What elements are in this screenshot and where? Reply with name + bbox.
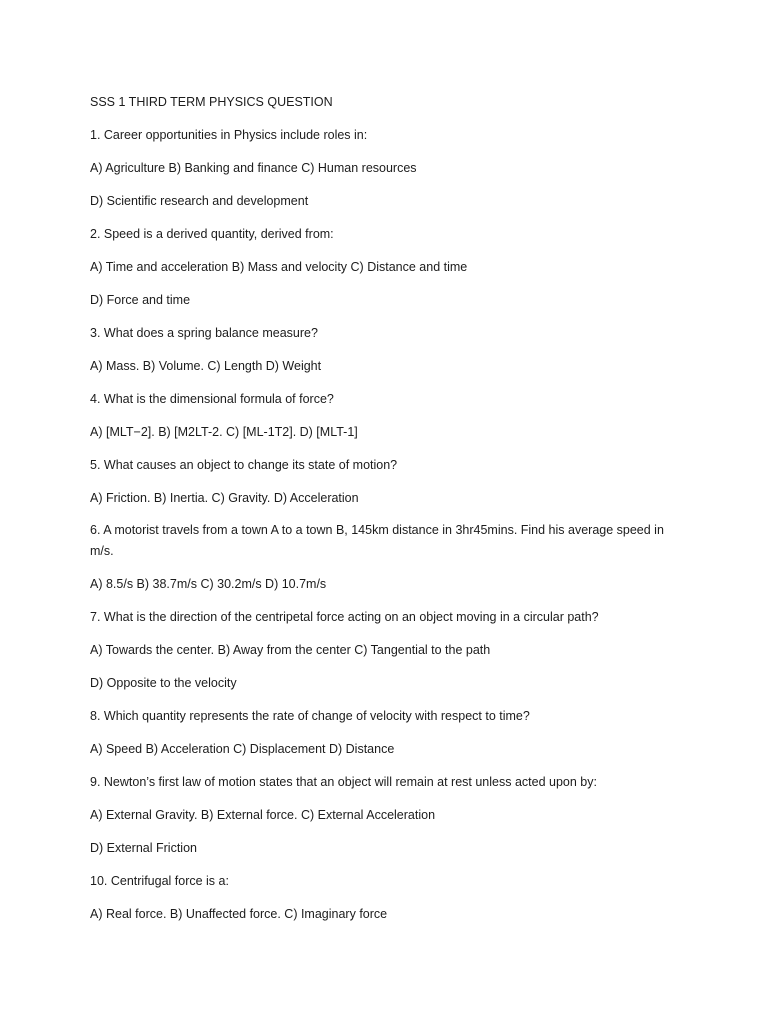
- question-1-option-d: D) Scientific research and development: [90, 194, 309, 208]
- question-2: 2. Speed is a derived quantity, derived from:: [90, 227, 334, 241]
- question-5: 5. What causes an object to change its state of motion?: [90, 458, 398, 472]
- question-5-options: A) Friction. B) Inertia. C) Gravity. D) Acceleration: [90, 491, 359, 505]
- question-3: 3. What does a spring balance measure?: [90, 326, 318, 340]
- question-9-options-a-c: A) External Gravity. B) External force. C) External Acceleration: [90, 808, 436, 822]
- question-10: 10. Centrifugal force is a:: [90, 874, 229, 888]
- question-3-options: A) Mass. B) Volume. C) Length D) Weight: [90, 359, 322, 373]
- question-7-option-d: D) Opposite to the velocity: [90, 676, 237, 690]
- question-1: 1. Career opportunities in Physics include roles in:: [90, 128, 368, 142]
- question-6-options: A) 8.5/s B) 38.7m/s C) 30.2m/s D) 10.7m/s: [90, 577, 327, 591]
- question-2-option-d: D) Force and time: [90, 293, 191, 307]
- question-1-options-a-c: A) Agriculture B) Banking and finance C) Human resources: [90, 161, 417, 175]
- question-9: 9. Newton’s first law of motion states that an object will remain at rest unless acted upon by:: [90, 775, 597, 789]
- question-7: 7. What is the direction of the centripetal force acting on an object moving in a circular path?: [90, 610, 599, 624]
- document-page: [90, 91, 690, 936]
- document-title: SSS 1 THIRD TERM PHYSICS QUESTION: [90, 95, 333, 109]
- question-6: 6. A motorist travels from a town A to a town B, 145km distance in 3hr45mins. Find his average speed in m/s.: [90, 523, 664, 558]
- question-4: 4. What is the dimensional formula of force?: [90, 392, 334, 406]
- question-9-option-d: D) External Friction: [90, 841, 197, 855]
- question-10-options: A) Real force. B) Unaffected force. C) Imaginary force: [90, 907, 388, 921]
- question-8: 8. Which quantity represents the rate of change of velocity with respect to time?: [90, 709, 530, 723]
- question-4-options: A) [MLT−2]. B) [M2LT-2. C) [ML-1T2]. D) [MLT-1]: [90, 425, 358, 439]
- question-2-options-a-c: A) Time and acceleration B) Mass and velocity C) Distance and time: [90, 260, 468, 274]
- question-8-options: A) Speed B) Acceleration C) Displacement D) Distance: [90, 742, 395, 756]
- question-7-options-a-c: A) Towards the center. B) Away from the center C) Tangential to the path: [90, 643, 491, 657]
